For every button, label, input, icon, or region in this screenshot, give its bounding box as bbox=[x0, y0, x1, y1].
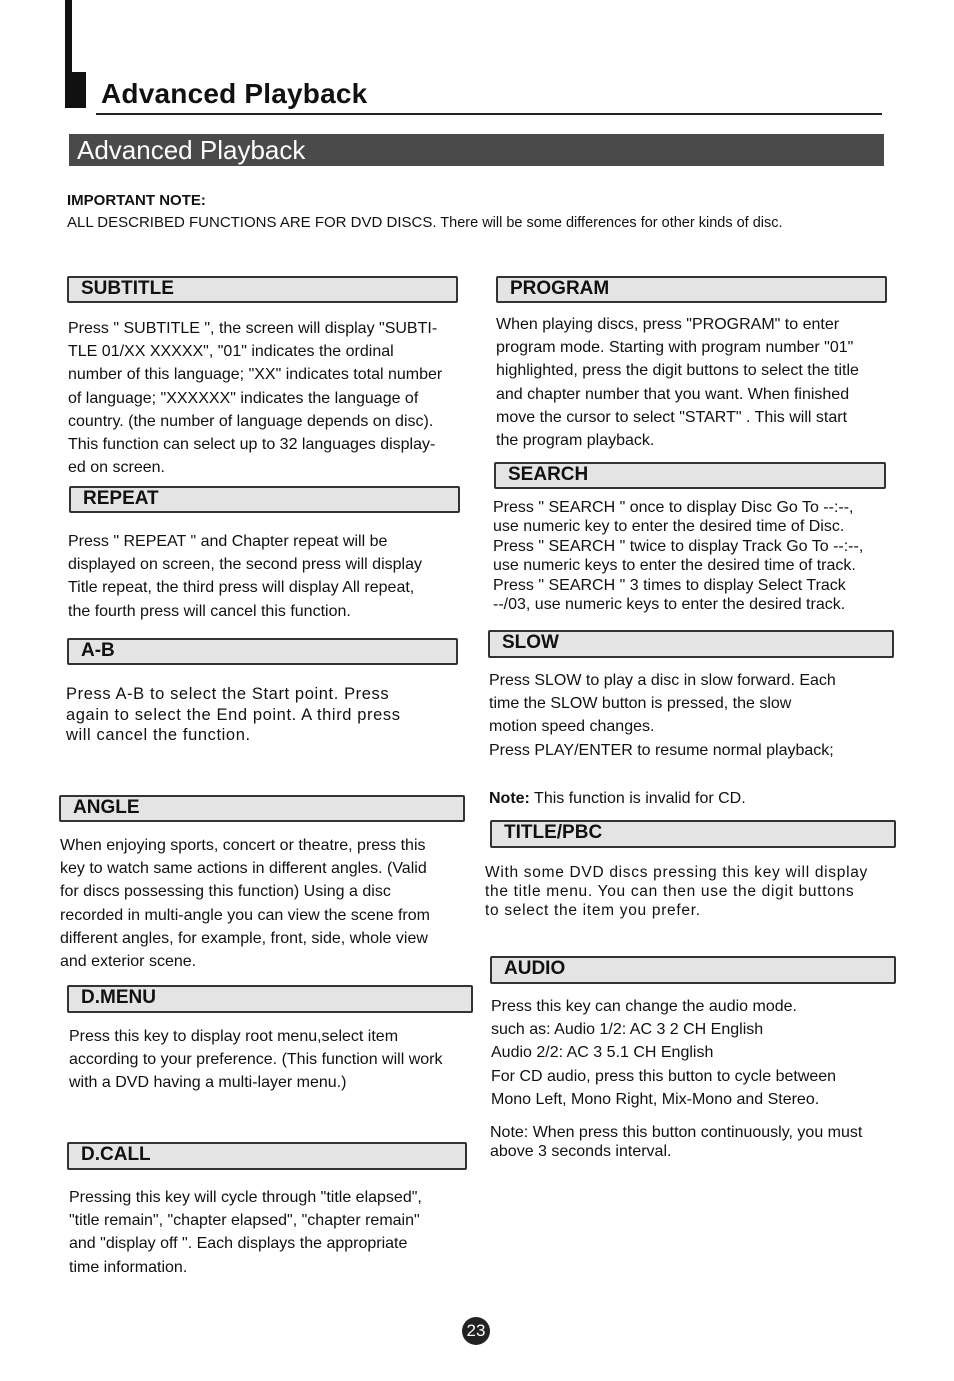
dmenu-header: D.MENU bbox=[67, 985, 473, 1013]
search-text: Press " SEARCH " once to display Disc Go To --:--, use numeric key to enter the desired time of Disc. Press " SEARCH " twice to display Track Go To --:--, use numeric keys to enter the desired time of track. Press " SEARCH " 3 times to display Select Track --/03, use numeric keys to enter the desired track. bbox=[493, 499, 864, 614]
dmenu-text: Press this key to display root menu,select item according to your preference. (This function will work with a DVD having a multi-layer menu.) bbox=[69, 1028, 443, 1092]
page-title: Advanced Playback bbox=[101, 78, 368, 109]
angle-header: ANGLE bbox=[59, 795, 465, 822]
ab-text: Press A-B to select the Start point. Press again to select the End point. A third press will cancel the function. bbox=[66, 685, 401, 744]
slow-note-label: Note: bbox=[489, 790, 530, 807]
important-note-rest: There will be some differences for other kinds of disc. bbox=[436, 215, 783, 231]
titlepbc-header: TITLE/PBC bbox=[490, 820, 896, 848]
audio-header: AUDIO bbox=[490, 956, 896, 984]
audio-text: Press this key can change the audio mode. such as: Audio 1/2: AC 3 2 CH English Audio 2/2: AC 3 5.1 CH English For CD audio, press this button to cycle between Mono Left, Mono Right, Mix-Mono and Stereo. bbox=[491, 998, 837, 1108]
program-text: When playing discs, press "PROGRAM" to enter program mode. Starting with program number "01" highlighted, press the digit buttons to select the title and chapter number that you want. When finished move the cursor to select "START" . This will start the program playback. bbox=[496, 316, 859, 450]
search-header: SEARCH bbox=[494, 462, 886, 489]
title-underline bbox=[96, 113, 882, 115]
repeat-header: REPEAT bbox=[69, 486, 460, 513]
dcall-text: Pressing this key will cycle through "title elapsed", "title remain", "chapter elapsed", "chapter remain" and "display off ". Each displays the appropriate time information. bbox=[69, 1189, 422, 1276]
slow-note bbox=[489, 787, 899, 810]
header-black-block bbox=[65, 72, 86, 108]
important-note-text bbox=[67, 214, 783, 231]
titlepbc-text: With some DVD discs pressing this key will display the title menu. You can then use the digit buttons to select the item you prefer. bbox=[485, 864, 868, 920]
dcall-header: D.CALL bbox=[67, 1142, 467, 1170]
program-header: PROGRAM bbox=[496, 276, 887, 303]
slow-header: SLOW bbox=[488, 630, 894, 658]
subtitle-header: SUBTITLE bbox=[67, 276, 458, 303]
important-note-label: IMPORTANT NOTE: bbox=[67, 192, 206, 209]
page-number-badge: 23 bbox=[462, 1317, 490, 1345]
slow-text: Press SLOW to play a disc in slow forward. Each time the SLOW button is pressed, the slow motion speed changes. Press PLAY/ENTER to resume normal playback; bbox=[489, 672, 836, 759]
subtitle-text: Press " SUBTITLE ", the screen will display "SUBTI- TLE 01/XX XXXXX", "01" indicates the ordinal number of this language; "XX" indicates total number of language; "XXXXXX" indicates the language of country. (the number of language depends on disc). This function can select up to 32 languages display- ed on screen. bbox=[68, 320, 443, 477]
repeat-text: Press " REPEAT " and Chapter repeat will be displayed on screen, the second press will display Title repeat, the third press will display All repeat, the fourth press will cancel this function. bbox=[68, 533, 422, 620]
angle-text: When enjoying sports, concert or theatre, press this key to watch same actions in different angles. (Valid for discs possessing this function) Using a disc recorded in multi-angle you can view the scene from different angles, for example, front, side, whole view and exterior scene. bbox=[60, 837, 430, 971]
important-note-caps: ALL DESCRIBED FUNCTIONS ARE FOR DVD DISCS. bbox=[67, 214, 437, 231]
slow-note-text: This function is invalid for CD. bbox=[529, 790, 746, 807]
section-banner: Advanced Playback bbox=[69, 134, 884, 166]
audio-note: Note: When press this button continuously, you must above 3 seconds interval. bbox=[490, 1124, 863, 1161]
ab-header: A-B bbox=[67, 638, 458, 665]
